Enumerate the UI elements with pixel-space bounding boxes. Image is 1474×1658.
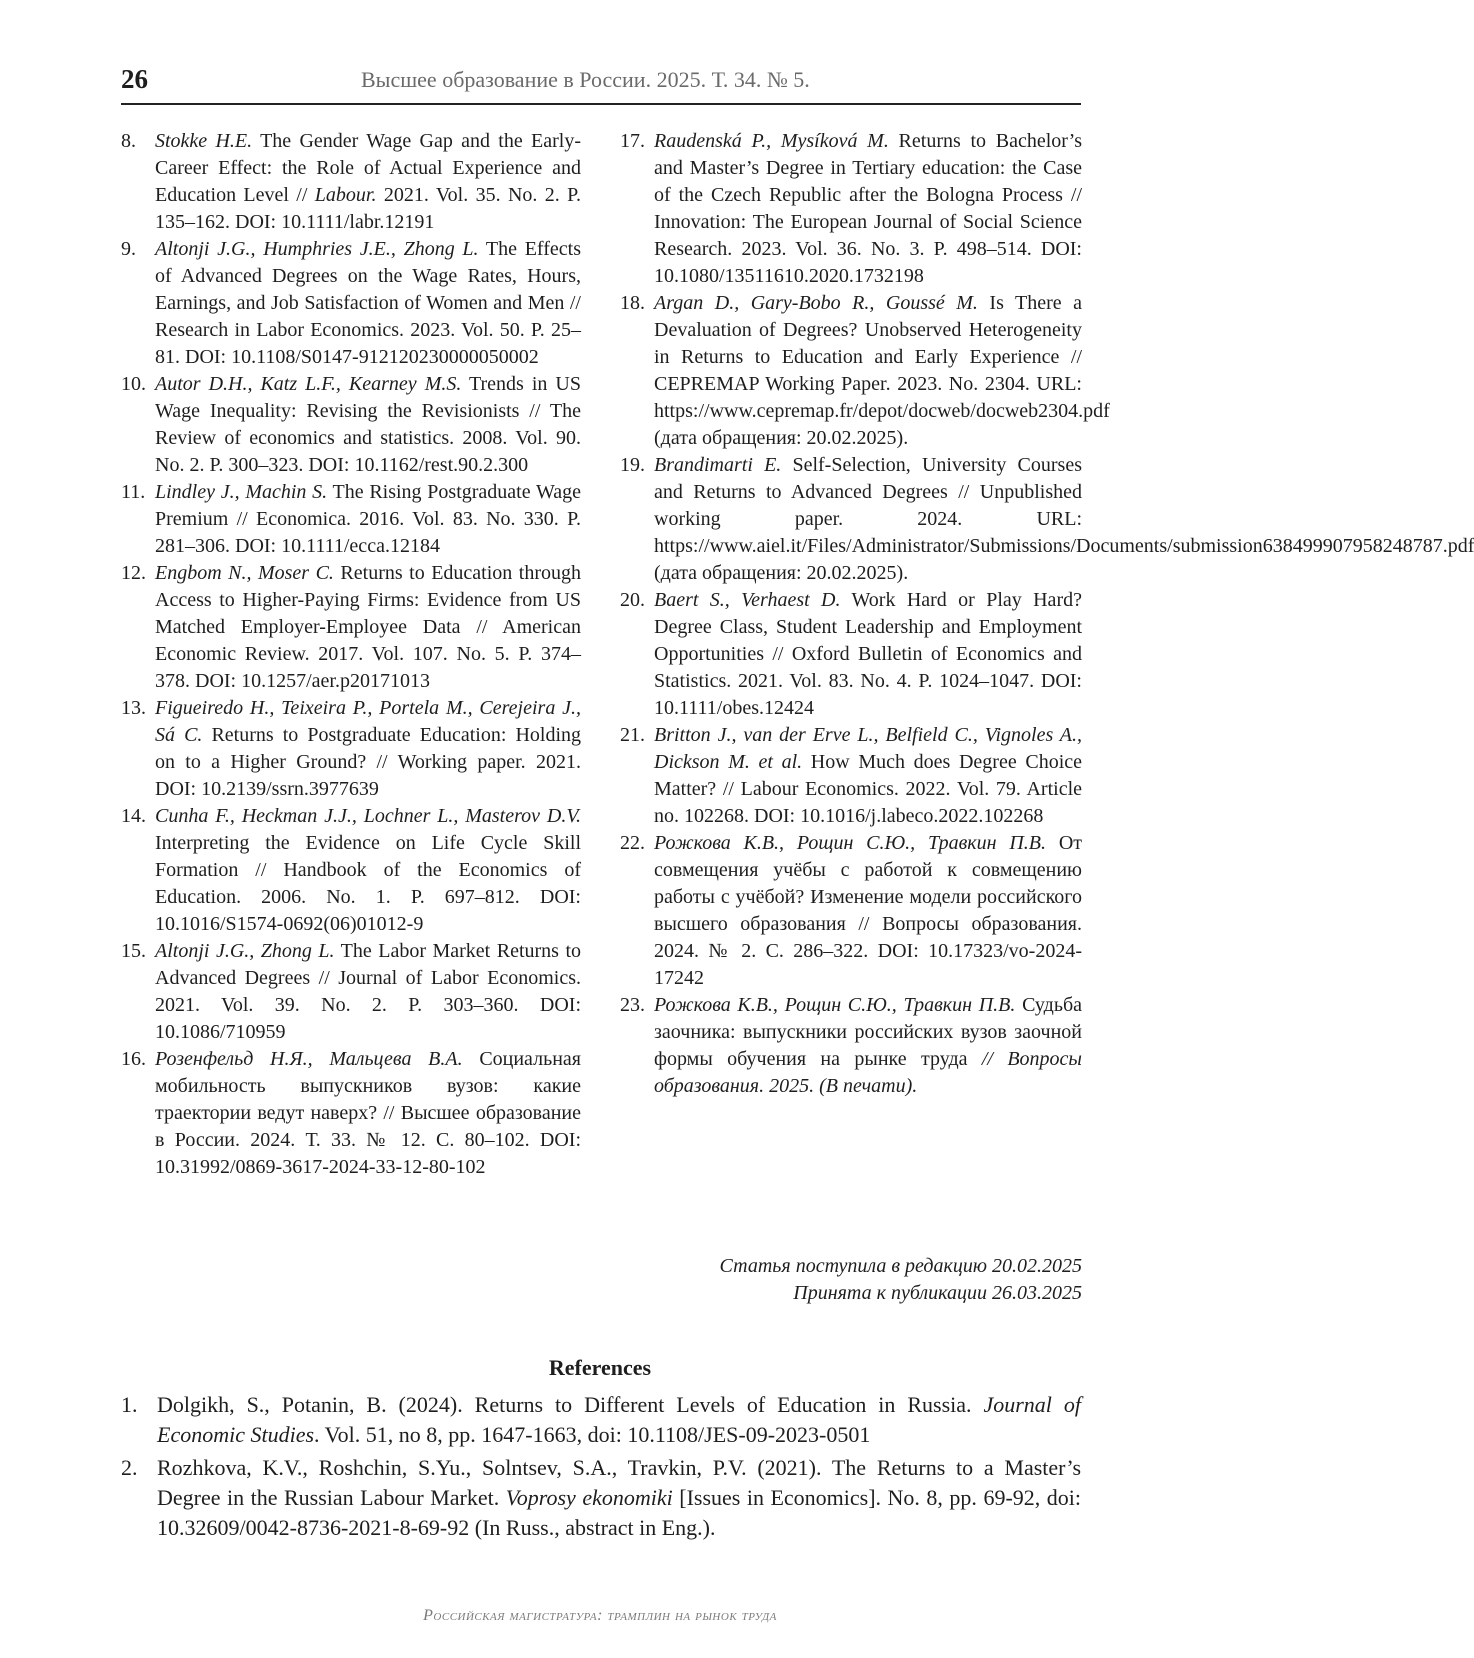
reference-item: 17. Raudenská P., Mysíková M. Returns to Bachelor’s and Master’s Degree in Tertiary education: the Case of the Czech Republic after the Bologna Process // Innovation: The European Journal of Social Science Research. 2023. Vol. 36. No. 3. P. 498–514. DOI: 10.1080/13511610.2020.1732198 [620,130,1083,287]
references-column-right [620,128,1474,1100]
page-number: 26 [121,64,148,94]
references-heading: References [548,1355,652,1380]
reference-item: 20. Baert S., Verhaest D. Work Hard or Play Hard? Degree Class, Student Leadership and Employment Opportunities // Oxford Bulletin of Economics and Statistics. 2021. Vol. 83. No. 4. P. 1024–1047. DOI: 10.1111/obes.12424 [620,589,1082,719]
reference-item: 1. Dolgikh, S., Potanin, B. (2024). Returns to Different Levels of Education in Russia. Journal of Economic Studies. Vol. 51, no 8, pp. 1647-1663, doi: 10.1108/JES-09-2023-0501 [121,1392,1081,1447]
reference-item: 12. Engbom N., Moser C. Returns to Education through Access to Higher-Paying Firms: Evidence from US Matched Employer-Employee Data // American Economic Review. 2017. Vol. 107. No. 5. P. 374–378. DOI: 10.1257/aer.p20171013 [121,562,581,692]
reference-item: 10. Autor D.H., Katz L.F., Kearney M.S. Trends in US Wage Inequality: Revising the Revisionists // The Review of economics and statistics. 2008. Vol. 90. No. 2. P. 300–323. DOI: 10.1162/rest.90.2.300 [121,373,581,476]
reference-item: 15. Altonji J.G., Zhong L. The Labor Market Returns to Advanced Degrees // Journal of Labor Economics. 2021. Vol. 39. No. 2. P. 303–360. DOI: 10.1086/710959 [121,940,581,1043]
reference-item: 18. Argan D., Gary-Bobo R., Goussé M. Is There a Devaluation of Degrees? Unobserved Heterogeneity in Returns to Education and Early Experience // CEPREMAP Working Paper. 2023. No. 2304. URL: https://www.cepremap.fr/depot/docweb/docweb2304.pdf (дата обращения: 20.02.2025). [620,292,1110,449]
reference-item: 16. Розенфельд Н.Я., Мальцева В.А. Социальная мобильность выпускников вузов: какие траектории ведут наверх? // Высшее образование в России. 2024. Т. 33. № 12. С. 80–102. DOI: 10.31992/0869-3617-2024-33-12-80-102 [121,1048,581,1178]
running-footer: Российская магистратура: трамплин на рынок труда [423,1607,777,1624]
reference-item: 11. Lindley J., Machin S. The Rising Postgraduate Wage Premium // Economica. 2016. Vol. 83. No. 330. P. 281–306. DOI: 10.1111/ecca.12184 [121,481,581,557]
reference-item: 21. Britton J., van der Erve L., Belfield C., Vignoles A., Dickson M. et al. How Much does Degree Choice Matter? // Labour Economics. 2022. Vol. 79. Article no. 102268. DOI: 10.1016/j.labeco.2022.102268 [620,724,1083,827]
article-dates [620,1253,1082,1307]
reference-item: 9. Altonji J.G., Humphries J.E., Zhong L. The Effects of Advanced Degrees on the Wage Rates, Hours, Earnings, and Job Satisfaction of Women and Men // Research in Labor Economics. 2023. Vol. 50. P. 25–81. DOI: 10.1108/S0147-912120230000050002 [121,238,581,368]
running-header [121,60,1081,100]
reference-item: 23. Рожкова К.В., Рощин С.Ю., Травкин П.В. Судьба заочника: выпускники российских вузов заочной формы обучения на рынке труда // Вопросы образования. 2025. (В печати). [620,994,1083,1097]
reference-item: 13. Figueiredo H., Teixeira P., Portela M., Cerejeira J., Sá C. Returns to Postgraduate Education: Holding on to a Higher Ground? // Working paper. 2021. DOI: 10.2139/ssrn.3977639 [121,697,581,800]
references-column-left [121,128,581,1181]
journal-title: Высшее образование в России. 2025. Т. 34. № 5. [361,67,810,92]
received-date: Статья поступила в редакцию 20.02.2025 [719,1255,1082,1277]
reference-item: 2. Rozhkova, K.V., Roshchin, S.Yu., Solntsev, S.A., Travkin, P.V. (2021). The Returns to a Master’s Degree in the Russian Labour Market. Voprosy ekonomiki [Issues in Economics]. No. 8, pp. 69-92, doi: 10.32609/0042-8736-2021-8-69-92 (In Russ., abstract in Eng.). [121,1455,1081,1540]
english-references [121,1390,1081,1546]
reference-item: 22. Рожкова К.В., Рощин С.Ю., Травкин П.В. От совмещения учёбы с работой к совмещению работы с учёбой? Изменение модели российского высшего образования // Вопросы образования. 2024. № 2. С. 286–322. DOI: 10.17323/vo-2024-17242 [620,832,1083,989]
header-rule [121,103,1081,105]
reference-item: 19. Brandimarti E. Self-Selection, University Courses and Returns to Advanced Degrees // Unpublished working paper. 2024. URL: https://www.aiel.it/Files/Administrator/Submissions/Documents/submission638499907958248787.pdf (дата обращения: 20.02.2025). [620,454,1474,584]
reference-item: 14. Cunha F., Heckman J.J., Lochner L., Masterov D.V. Interpreting the Evidence on Life Cycle Skill Formation // Handbook of the Economics of Education. 2006. No. 1. P. 697–812. DOI: 10.1016/S1574-0692(06)01012-9 [121,805,581,935]
reference-item: 8. Stokke H.E. The Gender Wage Gap and the Early-Career Effect: the Role of Actual Experience and Education Level // Labour. 2021. Vol. 35. No. 2. P. 135–162. DOI: 10.1111/labr.12191 [121,130,581,233]
accepted-date: Принята к публикации 26.03.2025 [793,1282,1082,1304]
